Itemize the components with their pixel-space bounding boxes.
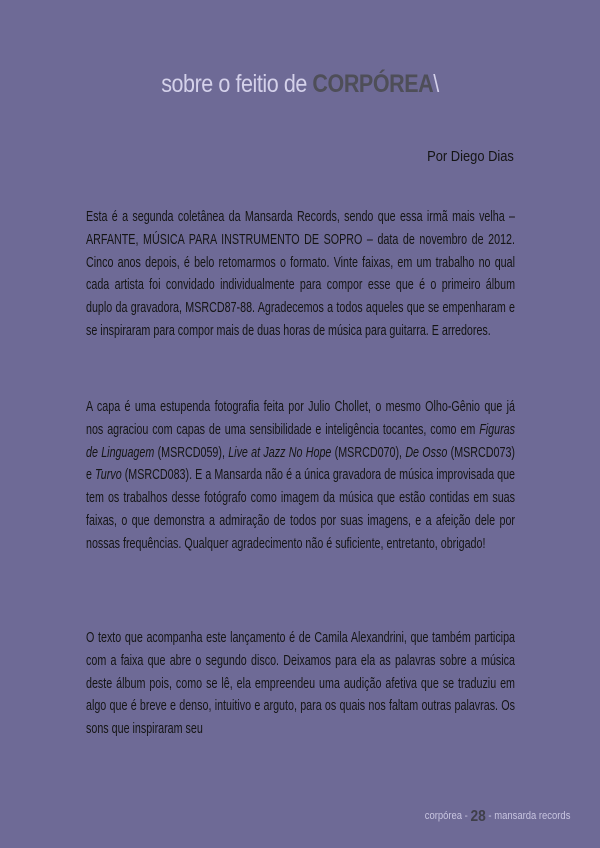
title-album-name: CORPÓREA [312,70,434,98]
text-segment: (MSRCD070), [331,443,406,461]
paragraph-intro: Esta é a segunda coletânea da Mansarda Records, sendo que essa irmã mais velha – ARFANTE, MÚSICA PARA INSTRUMENTO DE SOPRO – data de novembro de 2012. Cinco anos depois, é belo retomarmos o formato. Vinte faixas, em um trabalho no qual cada artista foi convidado individualmente para compor esse que é o primeiro álbum duplo da gravadora, MSRCD87-88. Agradecemos a todos aqueles que se empenharam e se inspiraram para compor mais de duas horas de música para guitarra. E arredores. [86,208,515,339]
album-title: De Osso [405,443,448,461]
title-suffix: \ [433,70,439,98]
text-segment: (MSRCD073) e [86,443,516,484]
text-segment: (MSRCD059), [154,443,229,461]
album-title: Figuras de Linguagem [86,420,515,461]
footer-right: - mansarda records [485,810,570,822]
page-number: 28 [470,808,486,825]
footer-left: corpórea - [424,810,471,822]
page-title [42,70,558,99]
title-prefix: sobre o feitio de [161,70,313,98]
album-title: Turvo [95,466,122,484]
paragraph-text-credit: O texto que acompanha este lançamento é de Camila Alexandrini, que também participa com a faixa que abre o segundo disco. Deixamos para ela as palavras sobre a música deste álbum pois, como se lê, ela empreendeu uma audição afetiva que se traduziu em algo que é breve e denso, intuitivo e arguto, para os quais nos faltam outras palavras. Os sons que inspiraram seu [86,629,515,738]
text-segment: (MSRCD083). E a Mansarda não é a única gravadora de música improvisada que tem os trabalhos desse fotógrafo como imagem da música que estão contidas em suas faixas, o que demonstra a admiração de todos por suas imagens, e a afeição dele por nossas frequências. Qualquer agradecimento não é suficiente, entretanto, obrigado! [86,466,515,552]
text-segment: A capa é uma estupenda fotografia feita por Julio Chollet, o mesmo Olho-Gênio que já nos agraciou com capas de uma sensibilidade e inteligência tocantes, como em [86,398,515,438]
page-footer [424,808,570,826]
author-byline: Por Diego Dias [427,148,514,165]
paragraph-cover [86,396,515,556]
album-title: Live at Jazz No Hope [228,443,332,461]
